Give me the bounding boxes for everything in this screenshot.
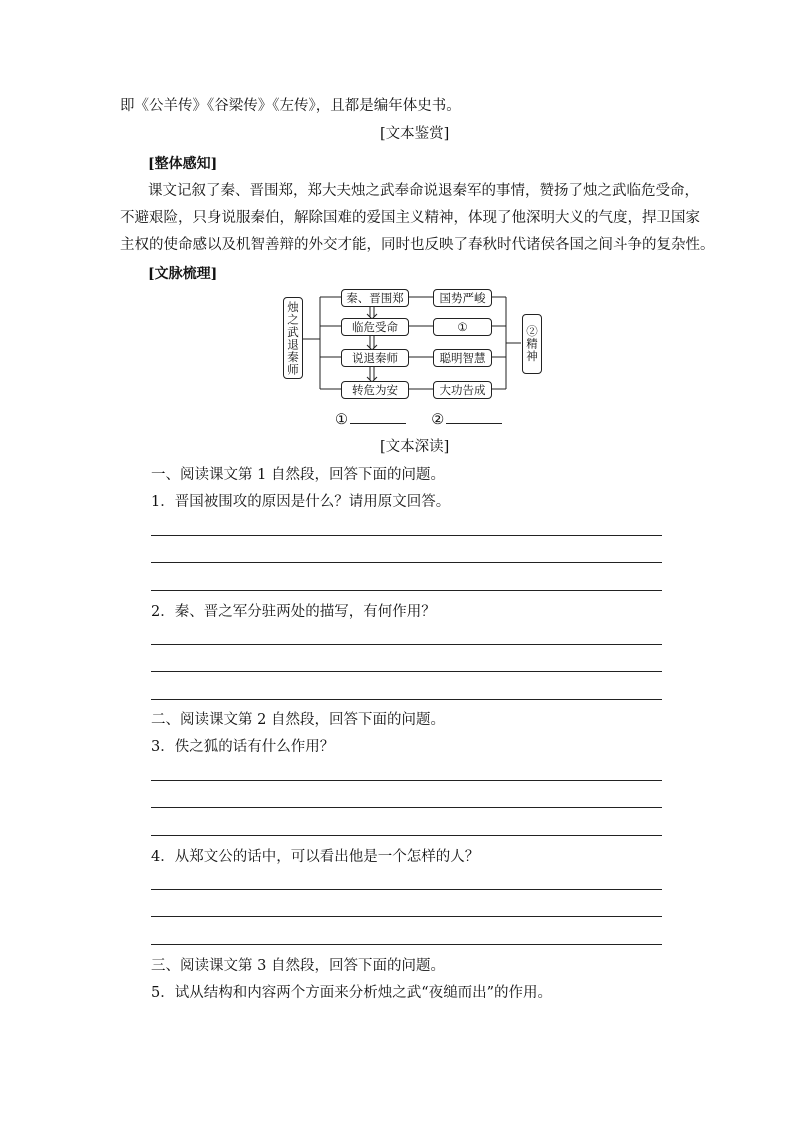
diagram-result-2-blank: ①: [433, 318, 492, 336]
part-2-title: 二、阅读课文第 2 自然段，回答下面的问题。: [151, 712, 445, 728]
diagram-step-1: 秦、晋围郑: [341, 289, 409, 307]
overall-line-2: 不避艰险，只身说服秦伯，解除国难的爱国主义精神，体现了他深明大义的气度，捍卫国家: [120, 210, 700, 226]
overall-line-1: 课文记叙了秦、晋围郑，郑大夫烛之武奉命说退秦军的事情，赞扬了烛之武临危受命，: [148, 183, 699, 199]
intro-line: 即《公羊传》《谷梁传》《左传》，且都是编年体史书。: [120, 98, 461, 114]
diagram-step-2: 临危受命: [341, 318, 409, 336]
answer-line[interactable]: [151, 889, 662, 890]
question-4: 4．从郑文公的话中，可以看出他是一个怎样的人？: [151, 849, 480, 865]
part-1-title: 一、阅读课文第 1 自然段，回答下面的问题。: [151, 467, 445, 483]
overall-line-3: 主权的使命感以及机智善辩的外交才能，同时也反映了春秋时代诸侯各国之间斗争的复杂性。: [120, 237, 715, 253]
diagram-step-3: 说退秦师: [341, 349, 409, 367]
question-1: 1．晋国被围攻的原因是什么？请用原文回答。: [151, 494, 451, 510]
answer-line[interactable]: [151, 807, 662, 808]
blank-label-2: ②: [431, 412, 445, 428]
overall-heading: [整体感知]: [148, 156, 218, 172]
answer-line[interactable]: [151, 671, 662, 672]
diagram-step-4: 转危为安: [341, 381, 409, 399]
blank-label-1: ①: [335, 412, 348, 428]
question-5: 5．试从结构和内容两个方面来分析烛之武“夜缒而出”的作用。: [151, 985, 553, 1001]
outline-heading: [文脉梳理]: [148, 266, 218, 282]
answer-line[interactable]: [151, 916, 662, 917]
answer-line[interactable]: [151, 535, 662, 536]
blank-answers: [335, 410, 502, 430]
answer-line[interactable]: [151, 590, 662, 591]
diagram-result-3: 聪明智慧: [433, 349, 492, 367]
question-3: 3．佚之狐的话有什么作用？: [151, 739, 335, 755]
answer-line[interactable]: [151, 644, 662, 645]
answer-line[interactable]: [151, 944, 662, 945]
blank-line-1[interactable]: [350, 411, 406, 424]
answer-line[interactable]: [151, 562, 662, 563]
answer-line[interactable]: [151, 835, 662, 836]
diagram-spirit-box: ②精神: [522, 314, 542, 374]
question-2: 2．秦、晋之军分驻两处的描写，有何作用？: [151, 604, 436, 620]
diagram-result-1: 国势严峻: [433, 289, 492, 307]
diagram-result-4: 大功告成: [433, 381, 492, 399]
diagram-root-box: 烛之武退秦师: [283, 297, 303, 379]
answer-line[interactable]: [151, 699, 662, 700]
section-appreciation-heading: [文本鉴赏]: [380, 126, 450, 142]
answer-line[interactable]: [151, 780, 662, 781]
part-3-title: 三、阅读课文第 3 自然段，回答下面的问题。: [151, 958, 445, 974]
blank-line-2[interactable]: [446, 411, 502, 424]
section-deep-heading: [文本深读]: [380, 439, 450, 455]
